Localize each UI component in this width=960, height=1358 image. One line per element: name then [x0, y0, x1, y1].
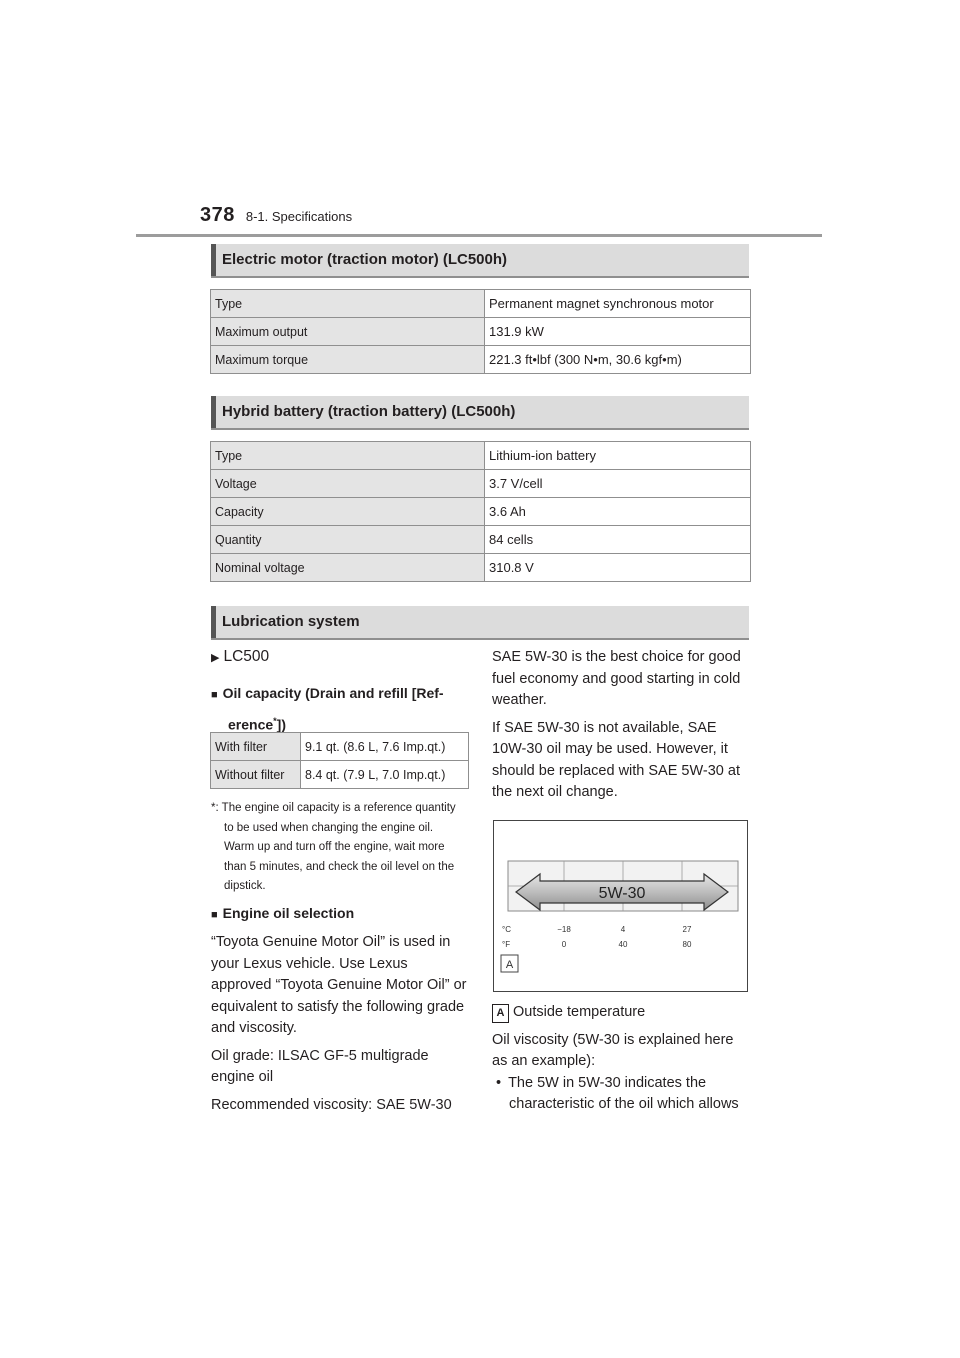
spec-value: 3.6 Ah: [485, 498, 751, 526]
spec-value: Lithium-ion battery: [485, 442, 751, 470]
legend-text: Outside temperature: [513, 1004, 646, 1020]
oil-selection-heading: [211, 902, 471, 926]
spec-value: 9.1 qt. (8.6 L, 7.6 Imp.qt.): [301, 733, 469, 761]
paragraph: SAE 5W-30 is the best choice for good fuel economy and good starting in cold weather.: [492, 649, 741, 708]
page-header: [200, 204, 352, 227]
fahrenheit-tick: 0: [561, 940, 567, 949]
heading-text: Engine oil selection: [222, 905, 355, 921]
table-row: [211, 318, 751, 346]
square-bullet-icon: ■: [211, 909, 218, 921]
arrow-label: 5W-30: [598, 885, 646, 902]
spec-key: Nominal voltage: [211, 554, 485, 582]
table-row: [211, 290, 751, 318]
spec-value: 84 cells: [485, 526, 751, 554]
model-line: [211, 646, 471, 670]
legend-line: [492, 1002, 750, 1024]
oil-capacity-table: [210, 732, 469, 789]
triangle-bullet-icon: ▶: [211, 652, 220, 664]
spec-key: Quantity: [211, 526, 485, 554]
section-reference: 8-1. Specifications: [245, 209, 353, 224]
oil-capacity-heading: [211, 680, 471, 738]
oil-selection-block: [211, 902, 471, 1116]
footnote-mark: *:: [211, 802, 219, 814]
table-row: [211, 498, 751, 526]
viscosity-chart: [494, 821, 747, 991]
spec-value: 3.7 V/cell: [485, 470, 751, 498]
right-column-bottom: [492, 1002, 750, 1116]
figure-label: A: [505, 959, 514, 971]
bullet-text: The 5W in 5W-30 indicates the characteristic of the oil which allows: [508, 1074, 739, 1112]
legend-label-box: A: [492, 1004, 509, 1023]
spec-key: Capacity: [211, 498, 485, 526]
section-title: Lubrication system: [222, 613, 360, 630]
table-row: [211, 761, 469, 789]
celsius-tick: 27: [682, 925, 692, 934]
spec-key: Type: [211, 442, 485, 470]
table-row: [211, 346, 751, 374]
right-column-top: [492, 647, 754, 804]
celsius-tick: −18: [557, 925, 571, 934]
spec-key: Maximum torque: [211, 346, 485, 374]
battery-spec-table: [210, 441, 751, 582]
dot-bullet-icon: •: [496, 1074, 502, 1091]
spec-key: With filter: [211, 733, 301, 761]
table-row: [211, 470, 751, 498]
spec-key: Type: [211, 290, 485, 318]
paragraph: Oil viscosity (5W-30 is explained here as an example):: [492, 1031, 734, 1069]
heading-text: Oil capacity (Drain and refill [Ref-erence: [222, 684, 444, 733]
section-heading-electric-motor: [211, 244, 749, 278]
paragraph: “Toyota Genuine Motor Oil” is used in your Lexus vehicle. Use Lexus approved “Toyota Genuine Motor Oil” or equivalent to satisfy the following grade and viscosity.: [211, 934, 467, 1036]
spec-value: 8.4 qt. (7.9 L, 7.0 Imp.qt.): [301, 761, 469, 789]
paragraph: Oil grade: ILSAC GF-5 multigrade engine oil: [211, 1047, 429, 1085]
table-row: [211, 442, 751, 470]
model-name: LC500: [223, 648, 270, 665]
fahrenheit-tick: 40: [618, 940, 628, 949]
paragraph: If SAE 5W-30 is not available, SAE 10W-30 oil may be used. However, it should be replaced with SAE 5W-30 at the next oil change.: [492, 719, 740, 800]
spec-value: Permanent magnet synchronous motor: [485, 290, 751, 318]
fahrenheit-tick: 80: [682, 940, 692, 949]
spec-key: Voltage: [211, 470, 485, 498]
spec-value: 310.8 V: [485, 554, 751, 582]
footnote: [211, 799, 461, 897]
spec-value: 131.9 kW: [485, 318, 751, 346]
motor-spec-table: [210, 289, 751, 374]
viscosity-figure: [493, 820, 748, 992]
footnote-block: [211, 799, 461, 897]
table-row: [211, 526, 751, 554]
section-title: Electric motor (traction motor) (LC500h): [222, 251, 508, 268]
celsius-unit: °C: [502, 925, 511, 934]
spec-value: 221.3 ft•lbf (300 N•m, 30.6 kgf•m): [485, 346, 751, 374]
footnote-text: The engine oil capacity is a reference quantity to be used when changing the engine oil. Warm up and turn off the engine, wait more than 5 minutes, and check the oil level on the dipstick.: [221, 802, 456, 892]
spec-key: Without filter: [211, 761, 301, 789]
square-bullet-icon: ■: [211, 688, 218, 701]
table-row: [211, 554, 751, 582]
spec-key: Maximum output: [211, 318, 485, 346]
section-heading-lubrication: [211, 606, 749, 640]
heading-text-end: ]): [276, 716, 286, 733]
paragraph: Recommended viscosity: SAE 5W-30: [211, 1096, 452, 1113]
header-rule: [136, 234, 822, 237]
bullet-item: [492, 1073, 750, 1116]
footnote-star: *: [273, 715, 277, 726]
celsius-tick: 4: [620, 925, 626, 934]
section-title: Hybrid battery (traction battery) (LC500h): [222, 403, 516, 420]
section-heading-hybrid-battery: [211, 396, 749, 430]
left-column: [211, 646, 471, 737]
fahrenheit-unit: °F: [502, 940, 511, 949]
page-number: 378: [200, 204, 235, 226]
table-row: [211, 733, 469, 761]
